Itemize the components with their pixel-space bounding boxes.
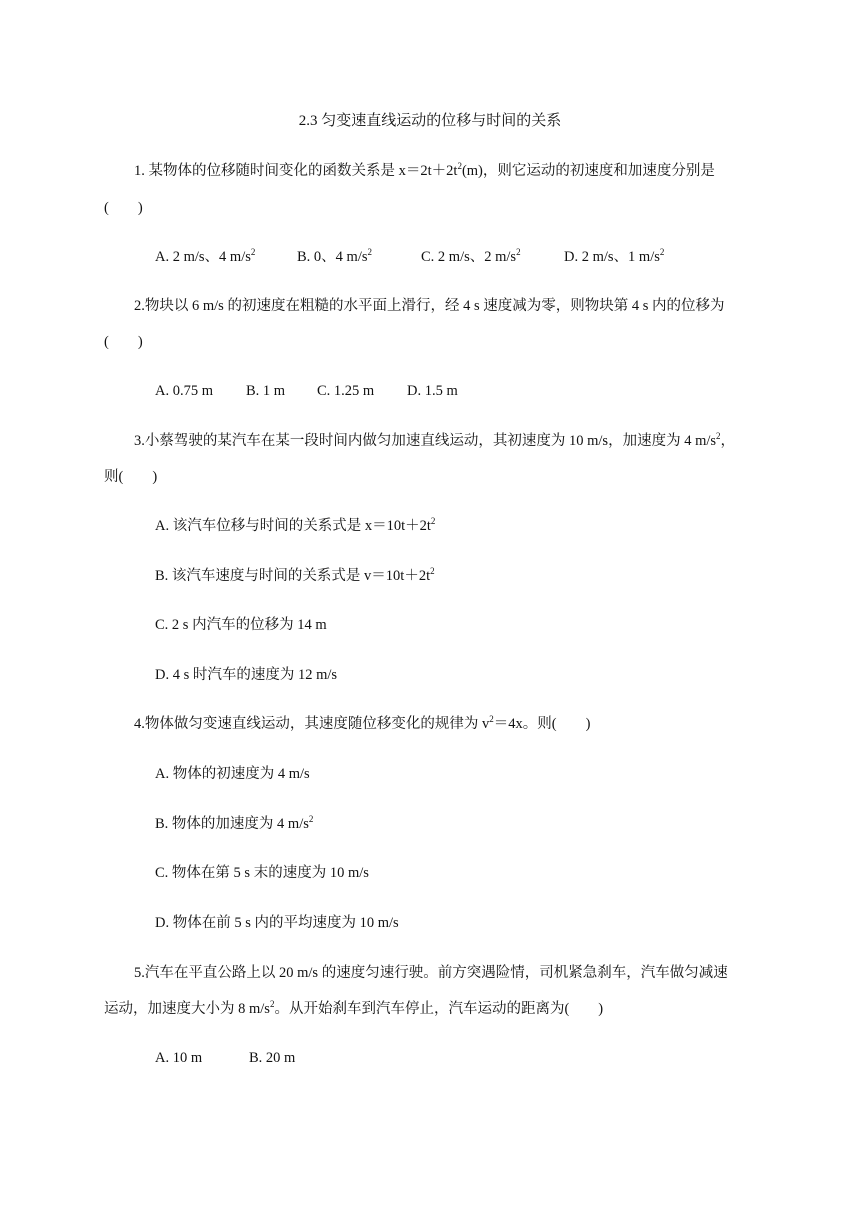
question-5-line-1: 5.汽车在平直公路上以 20 m/s 的速度匀速行驶。前方突遇险情，司机紧急刹车，汽车做匀减速 — [134, 965, 728, 981]
question-3-option-b: B. 该汽车速度与时间的关系式是 $v=10t+2t^2$ — [155, 566, 435, 584]
question-2-options — [155, 381, 458, 401]
option-a: A. 10 m — [155, 1050, 203, 1066]
question-2-line-1: 2.物块以 6 m/s 的初速度在粗糙的水平面上滑行，经 4 s 速度减为零，则物块第 4 s 内的位移为 — [134, 298, 725, 314]
option-d: D. 1.5 m — [407, 383, 458, 399]
question-3-line-2: 则( ) — [104, 469, 158, 485]
question-1-line-2: ( ) — [104, 200, 143, 216]
question-3-option-d: D. 4 s 时汽车的速度为 12 m/s — [155, 667, 338, 683]
question-4-option-b: B. 物体的加速度为 4 $m/s^2$ — [155, 814, 314, 832]
question-1-options — [155, 247, 664, 267]
option-c: C. 2 m/s、2 $m/s^2$ — [421, 247, 521, 265]
option-a: A. 0.75 m — [155, 383, 213, 399]
option-b: B. 1 m — [246, 383, 286, 399]
option-d: D. 2 m/s、1 $m/s^2$ — [564, 247, 665, 265]
option-c: C. 1.25 m — [317, 383, 375, 399]
option-a: A. 2 m/s、4 $m/s^2$ — [155, 247, 256, 265]
question-3-line-1: 3.小蔡驾驶的某汽车在某一段时间内做匀加速直线运动，其初速度为 10 m/s，加速度为 4 $m/s^2$， — [134, 431, 736, 449]
question-5-line-2: 运动，加速度大小为 8 $m/s^2$。从开始刹车到汽车停止，汽车运动的距离为( ) — [104, 999, 604, 1017]
question-3-option-c: C. 2 s 内汽车的位移为 14 m — [155, 617, 327, 633]
page-title: 2.3 匀变速直线运动的位移与时间的关系 — [298, 113, 562, 129]
option-b: B. 0、4 $m/s^2$ — [297, 247, 372, 265]
option-b: B. 20 m — [249, 1050, 296, 1066]
question-4-option-d: D. 物体在前 5 s 内的平均速度为 10 m/s — [155, 915, 399, 931]
question-2-line-2: ( ) — [104, 334, 143, 350]
question-4-option-c: C. 物体在第 5 s 末的速度为 10 m/s — [155, 865, 369, 881]
question-4-option-a: A. 物体的初速度为 4 m/s — [155, 766, 310, 782]
question-5-options — [155, 1048, 295, 1068]
question-3-option-a: A. 该汽车位移与时间的关系式是 $x=10t+2t^2$ — [155, 516, 436, 534]
question-1-line-1: 1. 某物体的位移随时间变化的函数关系是 $x=2t+2t^2(m)$，则它运动的初速度和加速度分别是 — [134, 161, 715, 179]
question-4-line-1: 4.物体做匀变速直线运动，其速度随位移变化的规律为 $v^2=4x$。则( ) — [134, 714, 591, 732]
